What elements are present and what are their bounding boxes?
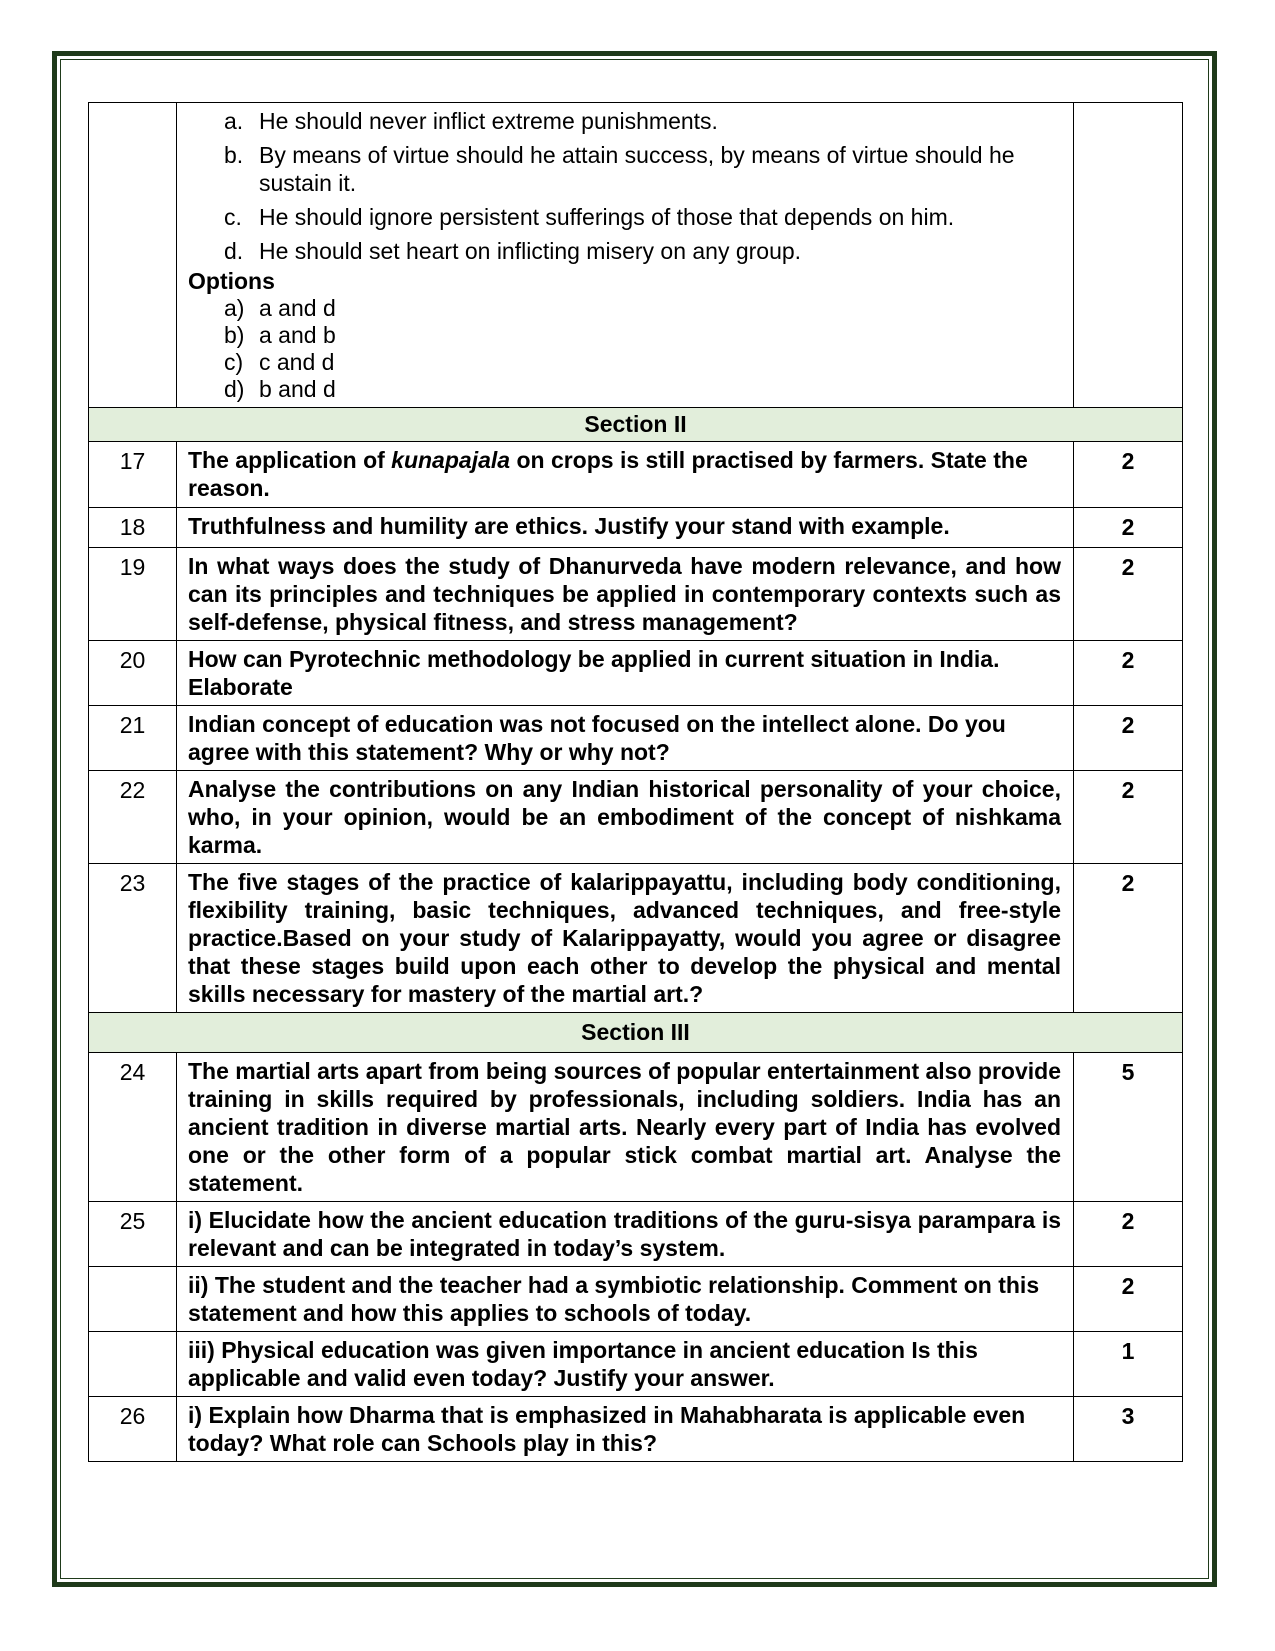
table-row — [89, 442, 1183, 508]
question-number-cell — [89, 1332, 177, 1397]
table-row — [89, 1202, 1183, 1267]
section-title: Section II — [89, 408, 1183, 442]
question-text: Analyse the contributions on any Indian historical personality of your choice, who, in your opinion, would be an embodiment of the concept of nishkama karma. — [177, 771, 1074, 864]
table-row — [89, 706, 1183, 771]
question-text: The application of kunapajala on crops is still practised by farmers. State the reason. — [177, 442, 1074, 508]
question-marks: 2 — [1074, 1202, 1183, 1267]
table-row — [89, 641, 1183, 706]
question-text: iii) Physical education was given importance in ancient education Is this applicable and valid even today? Justify your answer. — [177, 1332, 1074, 1397]
question-table — [88, 102, 1183, 1462]
table-row — [89, 548, 1183, 641]
question-marks: 2 — [1074, 508, 1183, 548]
question-marks: 2 — [1074, 706, 1183, 771]
question-cell — [177, 103, 1074, 408]
table-row — [89, 1053, 1183, 1202]
question-number: 24 — [89, 1053, 177, 1202]
question-marks: 3 — [1074, 1397, 1183, 1462]
table-row — [89, 103, 1183, 408]
question-number-cell — [89, 103, 177, 408]
question-marks: 1 — [1074, 1332, 1183, 1397]
question-text: The martial arts apart from being sources of popular entertainment also provide training in skills required by professionals, including soldiers. India has an ancient tradition in diverse martial arts. Nearly every part of India has evolved one or the other form of a popular stick combat martial art. Analyse the statement. — [177, 1053, 1074, 1202]
list-item: b. By means of virtue should he attain success, by means of virtue should he sustain it. — [224, 142, 1015, 196]
options-list — [188, 295, 1061, 403]
marks-cell — [1074, 103, 1183, 408]
question-marks: 2 — [1074, 771, 1183, 864]
question-text: Indian concept of education was not focused on the intellect alone. Do you agree with this statement? Why or why not? — [177, 706, 1074, 771]
question-number: 17 — [89, 442, 177, 508]
question-marks: 2 — [1074, 641, 1183, 706]
question-number: 20 — [89, 641, 177, 706]
section-header-row — [89, 408, 1183, 442]
list-item: d) b and d — [224, 376, 336, 402]
question-text: i) Elucidate how the ancient education traditions of the guru-sisya parampara is relevant and can be integrated in today’s system. — [177, 1202, 1074, 1267]
question-text: The five stages of the practice of kalarippayattu, including body conditioning, flexibility training, basic techniques, advanced techniques, and free-style practice.Based on your study of Kalarippayatty, would you agree or disagree that these stages build upon each other to develop the physical and mental skills necessary for mastery of the martial art.? — [177, 864, 1074, 1013]
question-number: 18 — [89, 508, 177, 548]
list-item: a) a and d — [224, 295, 336, 321]
list-item: c. He should ignore persistent sufferings of those that depends on him. — [224, 204, 955, 230]
list-item: a. He should never inflict extreme punishments. — [224, 108, 718, 134]
question-number-cell — [89, 1267, 177, 1332]
question-marks: 2 — [1074, 1267, 1183, 1332]
question-text: i) Explain how Dharma that is emphasized in Mahabharata is applicable even today? What role can Schools play in this? — [177, 1397, 1074, 1462]
question-marks: 2 — [1074, 548, 1183, 641]
table-row — [89, 508, 1183, 548]
list-item: d. He should set heart on inflicting misery on any group. — [224, 238, 802, 264]
list-item: b) a and b — [224, 322, 336, 348]
question-marks: 5 — [1074, 1053, 1183, 1202]
question-marks: 2 — [1074, 442, 1183, 508]
question-number: 22 — [89, 771, 177, 864]
question-number: 26 — [89, 1397, 177, 1462]
question-text: In what ways does the study of Dhanurveda have modern relevance, and how can its principles and techniques be applied in contemporary contexts such as self-defense, physical fitness, and stress management? — [177, 548, 1074, 641]
question-text: Truthfulness and humility are ethics. Justify your stand with example. — [177, 508, 1074, 548]
table-row — [89, 771, 1183, 864]
section-header-row — [89, 1013, 1183, 1053]
question-text: How can Pyrotechnic methodology be applied in current situation in India. Elaborate — [177, 641, 1074, 706]
question-number: 25 — [89, 1202, 177, 1267]
question-number: 19 — [89, 548, 177, 641]
question-text: ii) The student and the teacher had a symbiotic relationship. Comment on this statement and how this applies to schools of today. — [177, 1267, 1074, 1332]
question-marks: 2 — [1074, 864, 1183, 1013]
statement-list — [188, 107, 1061, 265]
question-number: 21 — [89, 706, 177, 771]
list-item: c) c and d — [224, 349, 335, 375]
table-row — [89, 864, 1183, 1013]
section-title: Section III — [89, 1013, 1183, 1053]
question-number: 23 — [89, 864, 177, 1013]
options-heading: Options — [188, 268, 275, 294]
table-row — [89, 1397, 1183, 1462]
table-row — [89, 1267, 1183, 1332]
term-emphasis: kunapajala — [391, 447, 511, 473]
table-row — [89, 1332, 1183, 1397]
